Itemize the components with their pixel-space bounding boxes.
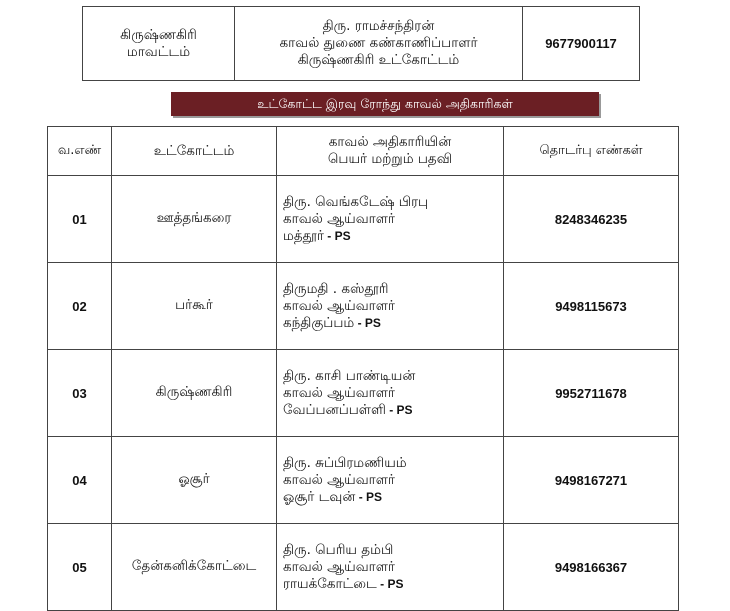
phone-number: 9498167271 <box>504 437 679 524</box>
table-row <box>48 437 679 524</box>
phone-number: 9498166367 <box>504 524 679 611</box>
header-contact: தொடர்பு எண்கள் <box>504 127 679 176</box>
officer-station: ராயக்கோட்டை <box>283 575 377 592</box>
officer-station: வேப்பனப்பள்ளி <box>283 401 386 418</box>
officer-name: திரு. பெரிய தம்பி <box>283 541 394 558</box>
district-officer-subdivision: கிருஷ்ணகிரி உட்கோட்டம் <box>297 52 460 68</box>
officer-name: திருமதி . கஸ்தூரி <box>283 280 389 297</box>
subdivision: கிருஷ்ணகிரி <box>112 350 277 437</box>
table-header-row <box>48 127 679 176</box>
phone-number: 9952711678 <box>504 350 679 437</box>
subdivision: பர்கூர் <box>112 263 277 350</box>
officer-name: திரு. காசி பாண்டியன் <box>283 367 416 384</box>
serial-no: 04 <box>48 437 112 524</box>
district-officer-name: திரு. ராமச்சந்திரன் <box>322 18 435 34</box>
officer-cell <box>277 350 504 437</box>
officer-designation: காவல் ஆய்வாளர் <box>283 558 395 575</box>
officer-cell <box>277 263 504 350</box>
district-officer-designation: காவல் துணை கண்காணிப்பாளர் <box>279 35 478 51</box>
section-banner: உட்கோட்ட இரவு ரோந்து காவல் அதிகாரிகள் <box>171 92 599 116</box>
officer-station-line <box>283 228 503 245</box>
subdivision: ஊத்தங்கரை <box>112 176 277 263</box>
table-row <box>48 176 679 263</box>
serial-no: 02 <box>48 263 112 350</box>
table-row <box>48 263 679 350</box>
district-phone: 9677900117 <box>523 7 640 81</box>
phone-number: 9498115673 <box>504 263 679 350</box>
officer-station-line <box>283 315 503 332</box>
officer-cell <box>277 437 504 524</box>
officer-name: திரு. வெங்கடேஷ் பிரபு <box>283 193 429 210</box>
header-officer-line: காவல் அதிகாரியின் <box>328 134 452 150</box>
header-subdivision: உட்கோட்டம் <box>112 127 277 176</box>
district-row <box>83 7 640 81</box>
district-officer-table <box>82 6 640 81</box>
district-officer-cell <box>235 7 523 81</box>
officer-designation: காவல் ஆய்வாளர் <box>283 297 395 314</box>
ps-suffix: - PS <box>355 489 383 504</box>
ps-suffix: - PS <box>385 402 413 417</box>
officer-station: மத்தூர் <box>283 227 324 244</box>
serial-no: 01 <box>48 176 112 263</box>
officer-designation: காவல் ஆய்வாளர் <box>283 210 395 227</box>
officer-designation: காவல் ஆய்வாளர் <box>283 471 395 488</box>
officer-station: ஓசூர் டவுன் <box>283 488 356 505</box>
officer-cell <box>277 176 504 263</box>
officer-designation: காவல் ஆய்வாளர் <box>283 384 395 401</box>
serial-no: 05 <box>48 524 112 611</box>
header-officer <box>277 127 504 176</box>
district-name-line: கிருஷ்ணகிரி <box>120 26 197 43</box>
ps-suffix: - PS <box>376 576 404 591</box>
officer-station-line <box>283 402 503 419</box>
table-row <box>48 350 679 437</box>
header-officer-line: பெயர் மற்றும் பதவி <box>327 151 453 167</box>
officer-name: திரு. சுப்பிரமணியம் <box>283 454 407 471</box>
serial-no: 03 <box>48 350 112 437</box>
officer-station-line <box>283 576 503 593</box>
header-serial-no: வ.எண் <box>48 127 112 176</box>
officer-cell <box>277 524 504 611</box>
district-name-line: மாவட்டம் <box>126 43 191 60</box>
subdivision: ஓசூர் <box>112 437 277 524</box>
ps-suffix: - PS <box>323 228 351 243</box>
night-patrol-officers-table <box>47 126 679 611</box>
officer-station: கந்திகுப்பம் <box>283 314 355 331</box>
table-row <box>48 524 679 611</box>
officer-station-line <box>283 489 503 506</box>
district-name-cell <box>83 7 235 81</box>
phone-number: 8248346235 <box>504 176 679 263</box>
subdivision: தேன்கனிக்கோட்டை <box>112 524 277 611</box>
ps-suffix: - PS <box>354 315 381 330</box>
